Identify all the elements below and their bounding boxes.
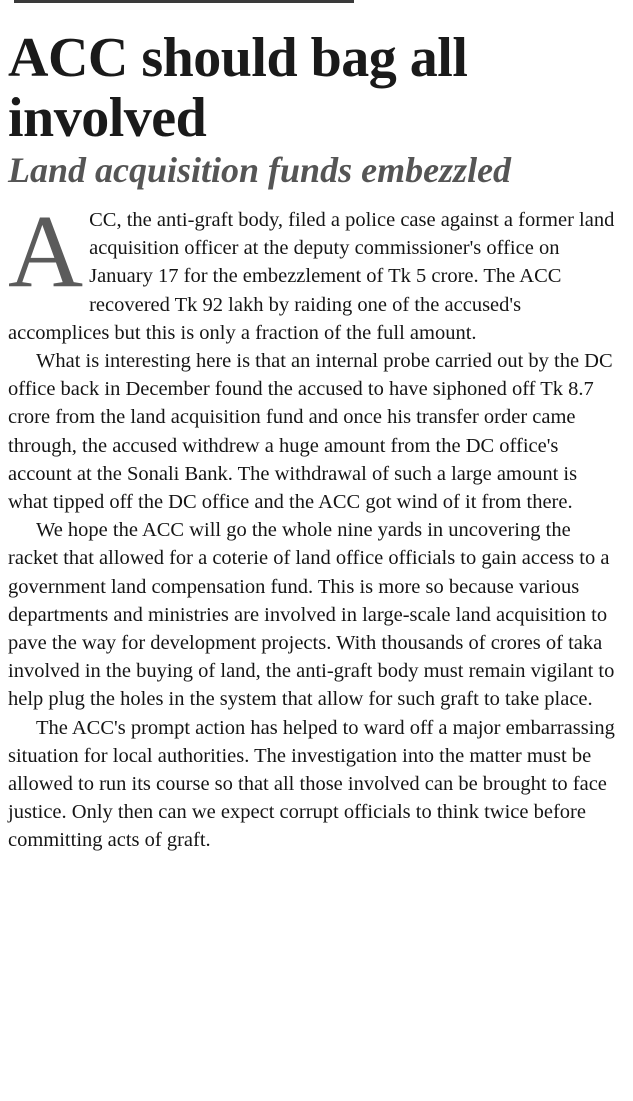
paragraph-1 bbox=[8, 194, 620, 347]
paragraph-2: What is interesting here is that an internal probe carried out by the DC office back in December found the accused to have siphoned off Tk 8.7 crore from the land acquisition fund and once his transfer order came through, the accused withdrew a huge amount from the DC office's account at the Sonali Bank. The withdrawal of such a large amount is what tipped off the DC office and the ACC got wind of it from there. bbox=[8, 350, 613, 514]
subheadline: Land acquisition funds embezzled bbox=[8, 150, 512, 190]
headline: ACC should bag all involved bbox=[8, 27, 468, 149]
paragraph-3: We hope the ACC will go the whole nine yards in uncovering the racket that allowed for a coterie of land office officials to gain access to a government land compensation fund. This is more so because various departments and ministries are involved in large-scale land acquisition to pave the way for development projects. With thousands of crores of taka involved in the buying of land, the anti-graft body must remain vigilant to help plug the holes in the system that allow for such graft to take place. bbox=[8, 519, 615, 711]
editorial-article bbox=[8, 28, 620, 855]
drop-cap: A bbox=[8, 194, 84, 309]
paragraph-4: The ACC's prompt action has helped to ward off a major embarrassing situation for local authorities. The investigation into the matter must be allowed to run its course so that all those involved can be brought to face justice. Only then can we expect corrupt officials to think twice before committing acts of graft. bbox=[8, 716, 615, 852]
paragraph-1-text: CC, the anti-graft body, filed a police case against a former land acquisition officer at the deputy commissioner's office on January 17 for the embezzlement of Tk 5 crore. The ACC recovered Tk 92 lakh by raiding one of the accused's accomplices but this is only a fraction of the full amount. bbox=[8, 209, 615, 344]
article-body bbox=[8, 194, 620, 855]
top-divider bbox=[14, 0, 354, 3]
